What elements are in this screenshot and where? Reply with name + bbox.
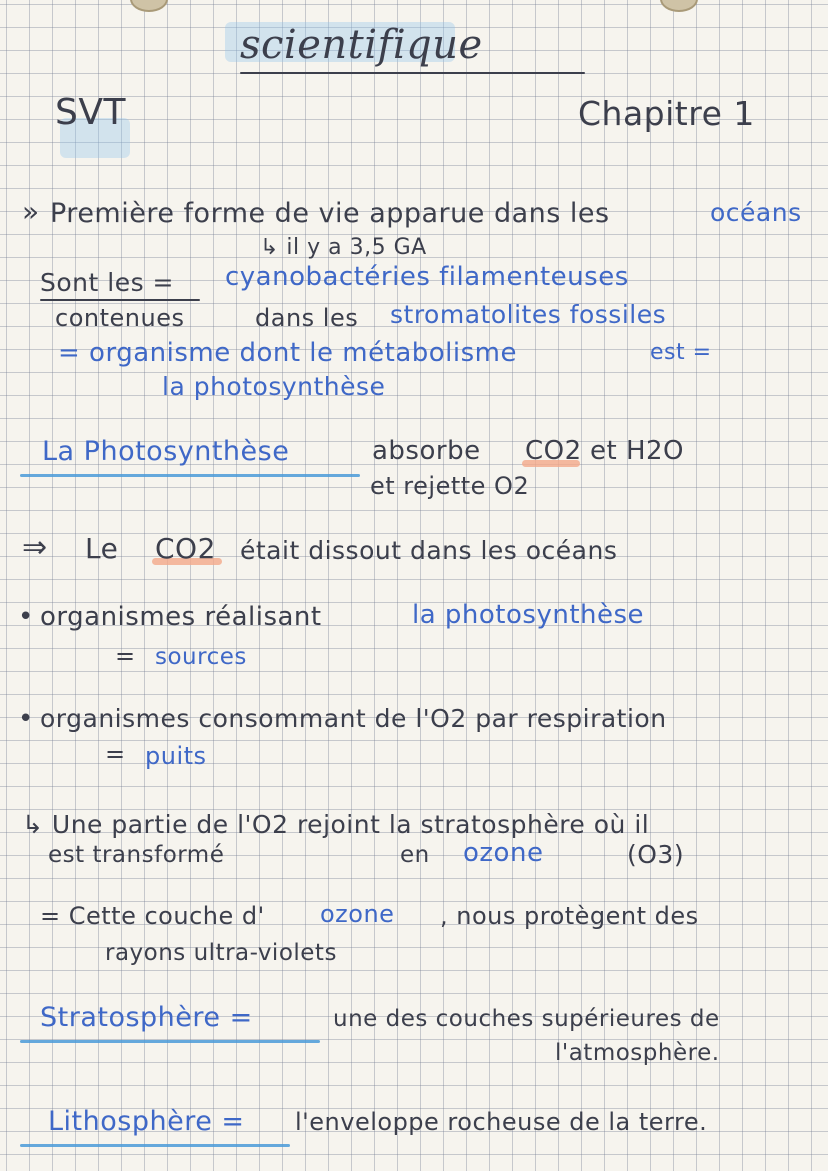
sources-text: organismes réalisant: [40, 602, 322, 632]
sources-photosynthese: la photosynthèse: [412, 600, 645, 630]
strato-atmosphere: l'atmosphère.: [555, 1040, 720, 1066]
co2-word: CO2: [155, 532, 216, 565]
note-dans-les: dans les: [255, 304, 359, 332]
label-lithosphere: Lithosphère =: [48, 1106, 245, 1137]
page-title: scientifique: [240, 22, 483, 68]
co2-dissout: était dissout dans les océans: [240, 536, 618, 565]
ozone-en: en: [400, 842, 430, 868]
puits-text: organismes consommant de l'O2 par respiration: [40, 704, 667, 733]
photo-rejette: et rejette O2: [370, 472, 530, 500]
bullet-marker: »: [22, 195, 40, 228]
puits-value: puits: [145, 742, 207, 770]
arrow-implies: ⇒: [22, 530, 48, 565]
strato-text: une des couches supérieures de: [333, 1006, 720, 1032]
highlight-stratosphere: [20, 1040, 320, 1043]
bullet-sources: •: [18, 602, 34, 632]
note-organisme: = organisme dont le métabolisme: [58, 338, 517, 368]
puits-equals: =: [105, 740, 126, 768]
binder-hole: [660, 0, 698, 12]
co2-le: Le: [85, 532, 119, 565]
note-first-life: Première forme de vie apparue dans les: [50, 198, 610, 229]
couche-text: = Cette couche d': [40, 902, 265, 930]
subject-label: SVT: [55, 92, 126, 133]
note-oceans: océans: [710, 198, 802, 227]
sources-equals: =: [115, 642, 136, 670]
photo-co2: CO2: [525, 436, 582, 466]
couche-ozone: ozone: [320, 900, 395, 928]
note-est: est =: [650, 340, 712, 365]
title-underline: [240, 72, 585, 74]
sources-value: sources: [155, 644, 247, 670]
underline-sont-les: [40, 299, 200, 301]
binder-hole: [130, 0, 168, 12]
label-photosynthese: La Photosynthèse: [42, 436, 290, 467]
note-stromatolites: stromatolites fossiles: [390, 300, 667, 329]
note-cyanobacteries: cyanobactéries filamenteuses: [225, 262, 629, 292]
highlight-lithosphere: [20, 1144, 290, 1147]
label-stratosphere: Stratosphère =: [40, 1002, 253, 1033]
photo-absorbe: absorbe: [372, 436, 481, 466]
couche-rayons: rayons ultra-violets: [105, 940, 337, 966]
photo-h2o: et H2O: [590, 436, 685, 466]
litho-text: l'enveloppe rocheuse de la terre.: [295, 1108, 708, 1136]
ozone-transforme: est transformé: [48, 842, 225, 868]
highlight-photosynthese: [20, 474, 360, 477]
note-photosynthese: la photosynthèse: [162, 372, 386, 401]
ozone-formula: (O3): [627, 840, 685, 869]
couche-protegent: , nous protègent des: [440, 902, 699, 930]
ozone-text: ↳ Une partie de l'O2 rejoint la stratosphère où il: [22, 810, 650, 839]
note-age: ↳ il y a 3,5 GA: [260, 235, 427, 260]
note-sont-les: Sont les =: [40, 268, 175, 297]
chapter-label: Chapitre 1: [578, 94, 755, 133]
note-contenues: contenues: [55, 304, 185, 332]
ozone-word: ozone: [463, 838, 544, 868]
bullet-puits: •: [18, 704, 34, 734]
